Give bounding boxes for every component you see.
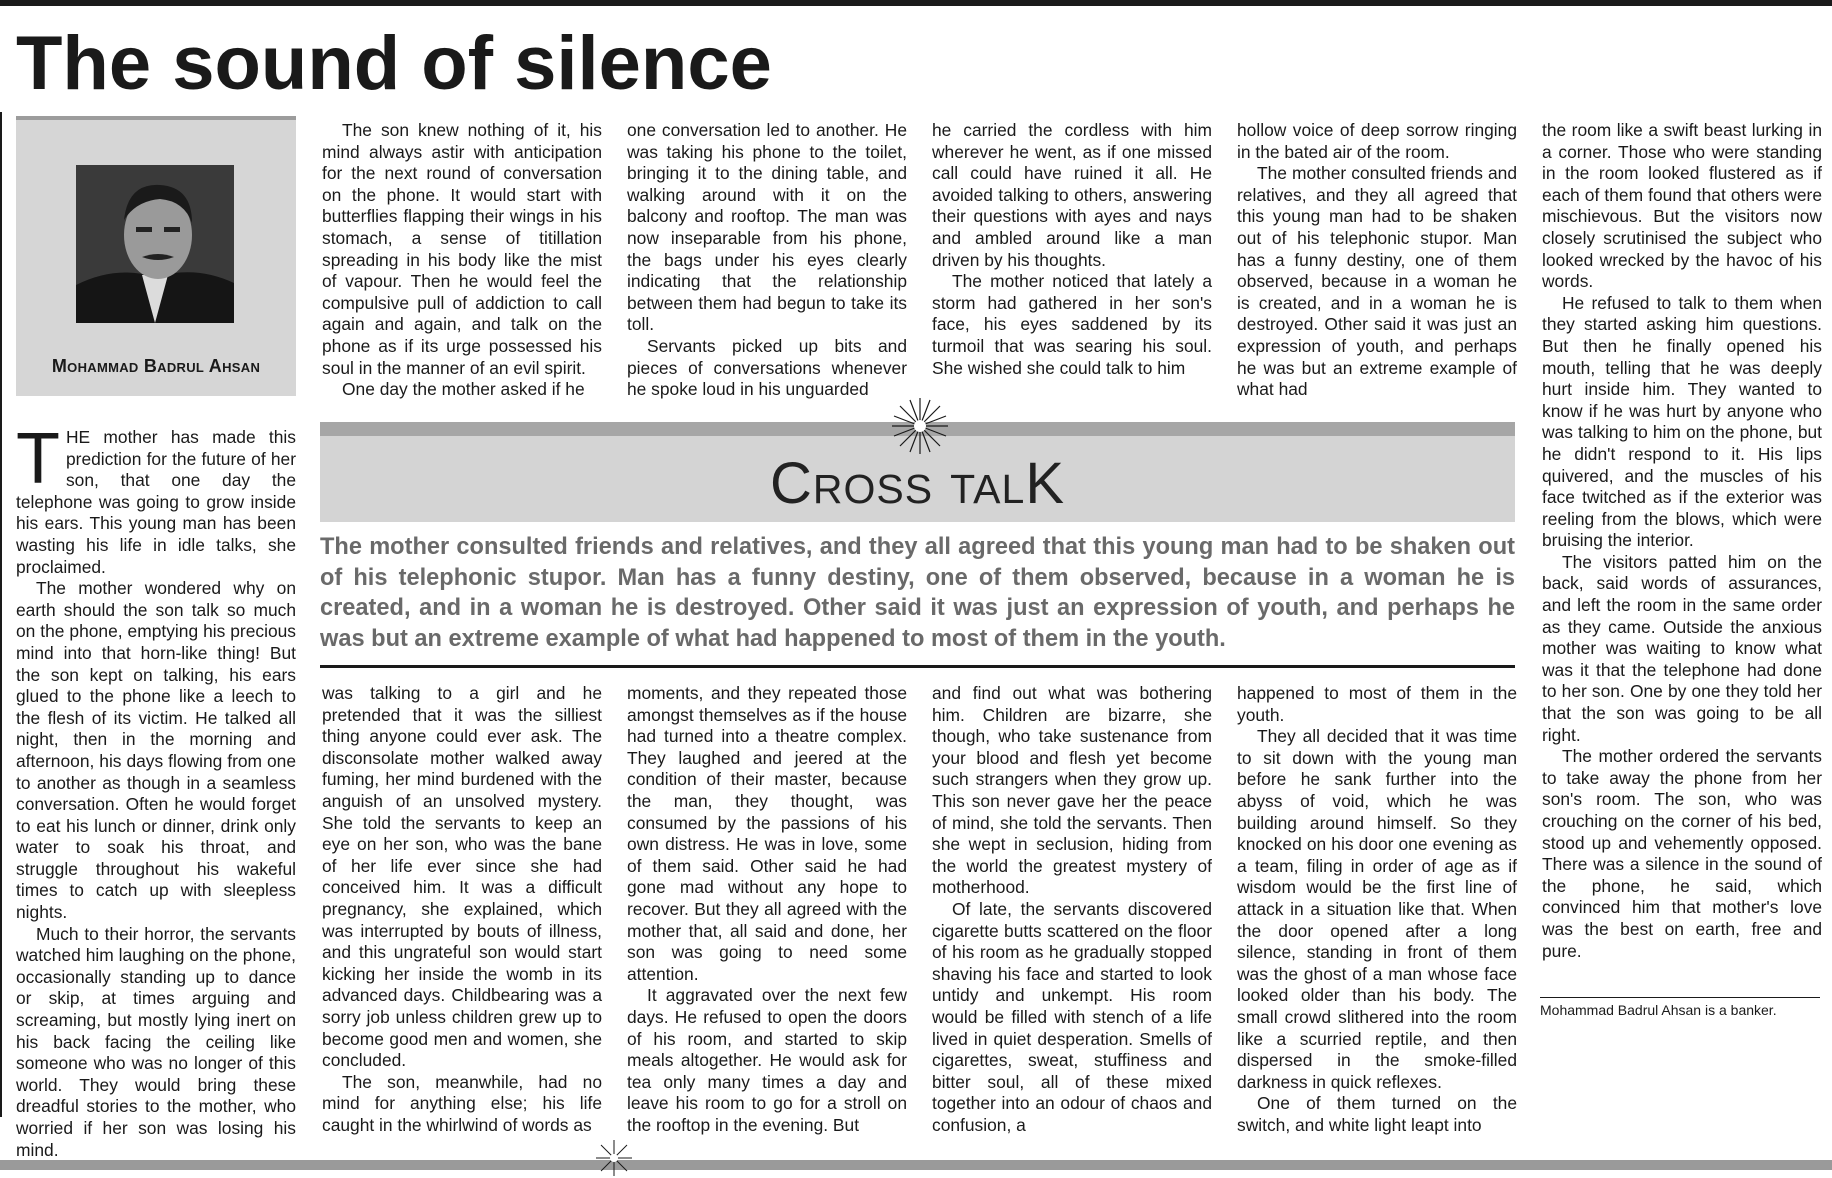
paragraph: and find out what was bothering him. Children are bizarre, she though, who take sustenance from your blood and flesh yet become such strangers when they grow up. This son never gave her the peace of mind, she told the servants. Then she wept in seclusion, hiding from the world the greatest mystery of motherhood.	[932, 683, 1212, 898]
bottom-bar	[0, 1160, 1832, 1170]
section-banner	[320, 422, 1515, 522]
paragraph: the room like a swift beast lurking in a corner. Those who were standing in the room looked flustered as if each of them found that others were mischievous. But the visitors now closely scrutinised the subject who looked wrecked by the havoc of his words.	[1542, 120, 1822, 292]
drop-cap: T	[16, 419, 60, 499]
column-5-bottom	[1237, 683, 1517, 1135]
column-6	[1542, 120, 1822, 985]
byline-box	[16, 116, 296, 396]
column-2-top	[322, 120, 602, 400]
section-title: Cross talK	[769, 451, 1066, 516]
paragraph: was talking to a girl and he pretended that it was the silliest thing anyone could ever ask. The disconsolate mother walked away fuming, her mind burdened with the anguish of an unsolved mystery. She told the servants to keep an eye on her son, who was the bane of her life ever since she had conceived him. It was a difficult pregnancy, she explained, which was interrupted by bouts of illness, and this ungrateful son would start kicking her inside the womb in its advanced days. Childbearing was a sorry job unless children grew up to become good men and women, she concluded.	[322, 683, 602, 1071]
author-photo	[76, 165, 234, 323]
paragraph: One day the mother asked if he	[342, 379, 585, 400]
pull-quote-rule	[320, 665, 1515, 668]
column-3-top	[627, 120, 907, 400]
paragraph: Of late, the servants discovered cigarette butts scattered on the floor of his room as he gradually stopped shaving his face and started to look untidy and unkempt. His room would be filled with stench of a life lived in quiet desperation. Smells of cigarettes, sweat, stuffiness and bitter soul, all of these mixed together into an odour of chaos and confusion, a	[932, 898, 1212, 1135]
top-rule	[0, 0, 1832, 6]
author-name: Mohammad Badrul Ahsan	[51, 356, 261, 376]
paragraph: Much to their horror, the servants watched him laughing on the phone, occasionally standing up to dance or skip, at times arguing and screaming, but mostly lying inert on his back facing the ceiling like someone who was no longer of this world. They would bring these dreadful stories to the mother, who worried if her son was losing his mind.	[16, 923, 296, 1160]
paragraph: The son knew nothing of it, his mind always astir with anticipation for the next round of conversation on the phone. It would start with butterflies flapping their wings in his stomach, a sense of titillation spreading in his body like the mist of vapour. Then he would feel the compulsive pull of addiction to call again and again, and talk on the phone as if its urge possessed his soul in the manner of an evil spirit.	[322, 120, 602, 378]
author-portrait-icon	[76, 165, 234, 323]
paragraph: The mother noticed that lately a storm had gathered in her son's face, his eyes saddened by its turmoil that was searing his soul. She wished she could talk to him	[932, 271, 1212, 378]
column-4-bottom	[932, 683, 1212, 1135]
pull-quote: The mother consulted friends and relatives, and they all agreed that this young man had to be shaken out of his telephonic stupor. Man has a funny destiny, one of them observed, because in a woman he is created, and in a woman he is destroyed. Other said it was just an expression of youth, and perhaps he was but an extreme example of what had happened to most of them in the youth.	[320, 534, 1515, 652]
column-2-bottom	[322, 683, 602, 1135]
starburst-icon	[890, 396, 950, 456]
paragraph: he carried the cordless with him wherever he went, as if one missed call could have ruined it all. He avoided talking to others, answering their questions with ayes and nays and ambled around like a man driven by his thoughts.	[932, 120, 1212, 270]
paragraph: one conversation led to another. He was taking his phone to the toilet, bringing it to the dining table, and walking around with it on the balcony and rooftop. The man was now inseparable from his phone, the bags under his eyes clearly indicating that the relationship between them had begun to take its toll.	[627, 120, 907, 335]
column-4-top	[932, 120, 1212, 392]
paragraph: hollow voice of deep sorrow ringing in the bated air of the room.	[1237, 120, 1517, 162]
paragraph: The mother wondered why on earth should the son talk so much on the phone, emptying his precious mind into that horn-like thing! But the son kept on talking, his ears glued to the phone like a leech to the flesh of its victim. He talked all night, then in the morning and afternoon, his days flowing from one to another as though in a seamless conversation. Often he would forget to eat his lunch or dinner, drink only water to soak his throat, and struggle throughout his wakeful times to catch up with sleepless nights.	[16, 578, 296, 923]
column-3-bottom	[627, 683, 907, 1135]
paragraph: HE mother has made this prediction for the future of her son, that one day the telephone was going to grow inside his ears. This young man has been wasting his life in idle talks, she proclaimed.	[16, 427, 296, 577]
paragraph: Servants picked up bits and pieces of conversations whenever he spoke loud in his unguarded	[627, 335, 907, 400]
paragraph: The mother ordered the servants to take away the phone from her son's room. The son, who was crouching on the corner of his bed, stood up and vehemently opposed. There was a silence in the sound of the phone, he said, which convinced him that mother's love was the best on earth, free and pure.	[1542, 746, 1822, 961]
paragraph: The mother consulted friends and relatives, and they all agreed that this young man had to be shaken out of his telephonic stupor. Man has a funny destiny, one of them observed, because in a woman he is created, and in a woman he is destroyed. Other said it was just an expression of youth, and perhaps he was but an extreme example of what had	[1237, 163, 1517, 400]
paragraph: happened to most of them in the youth.	[1237, 683, 1517, 725]
paragraph: One of them turned on the switch, and white light leapt into	[1237, 1093, 1517, 1135]
paragraph: It aggravated over the next few days. He refused to open the doors of his room, and started to skip meals altogether. He would ask for tea only many times a day and leave his room to go for a stroll on the rooftop in the evening. But	[627, 985, 907, 1135]
headline: The sound of silence	[16, 21, 772, 106]
paragraph: moments, and they repeated those amongst themselves as if the house had turned into a theatre complex. They laughed and jeered at the condition of their master, because the man, they thought, was consumed by the passions of his own distress. He was in love, some of them said. Other said he had gone mad without any hope to recover. But they all agreed with the mother that, all said and done, her son was going to need some attention.	[627, 683, 907, 984]
paragraph: The son, meanwhile, had no mind for anything else; his life caught in the whirlwind of words as	[322, 1071, 602, 1135]
column-1	[16, 419, 296, 1160]
paragraph: They all decided that it was time to sit down with the young man before he sank further into the abyss of void, which he was building around himself. So they knocked on his door one evening as a team, filing in order of age as if wisdom would be the first line of attack in a situation like that. When the door opened after a long silence, standing in front of them was the ghost of a man whose face looked older than his body. The small crowd slithered into the room like a scurried reptile, and then dispersed in the smoke-filled darkness in quick reflexes.	[1237, 726, 1517, 1092]
footnote: Mohammad Badrul Ahsan is a banker.	[1540, 1002, 1777, 1018]
left-rule	[0, 112, 2, 1117]
paragraph: He refused to talk to them when they started asking him questions. But then he finally opened his mouth, telling that he was deeply hurt inside him. They wanted to know if he was hurt by anyone who was talking to him on the phone, but he didn't respond to it. His lips quivered, and the muscles of his face twitched as if the exterior was reeling from the blows, which were bruising the interior.	[1542, 292, 1822, 551]
paragraph: The visitors patted him on the back, said words of assurances, and left the room in the same order as they came. Outside the anxious mother was waiting to know what was it that the telephone had done to her son. One by one they told her that the son was going to be all right.	[1542, 551, 1822, 745]
column-5-top	[1237, 120, 1517, 400]
footnote-rule	[1540, 997, 1820, 998]
bottom-starburst-icon	[594, 1138, 634, 1178]
